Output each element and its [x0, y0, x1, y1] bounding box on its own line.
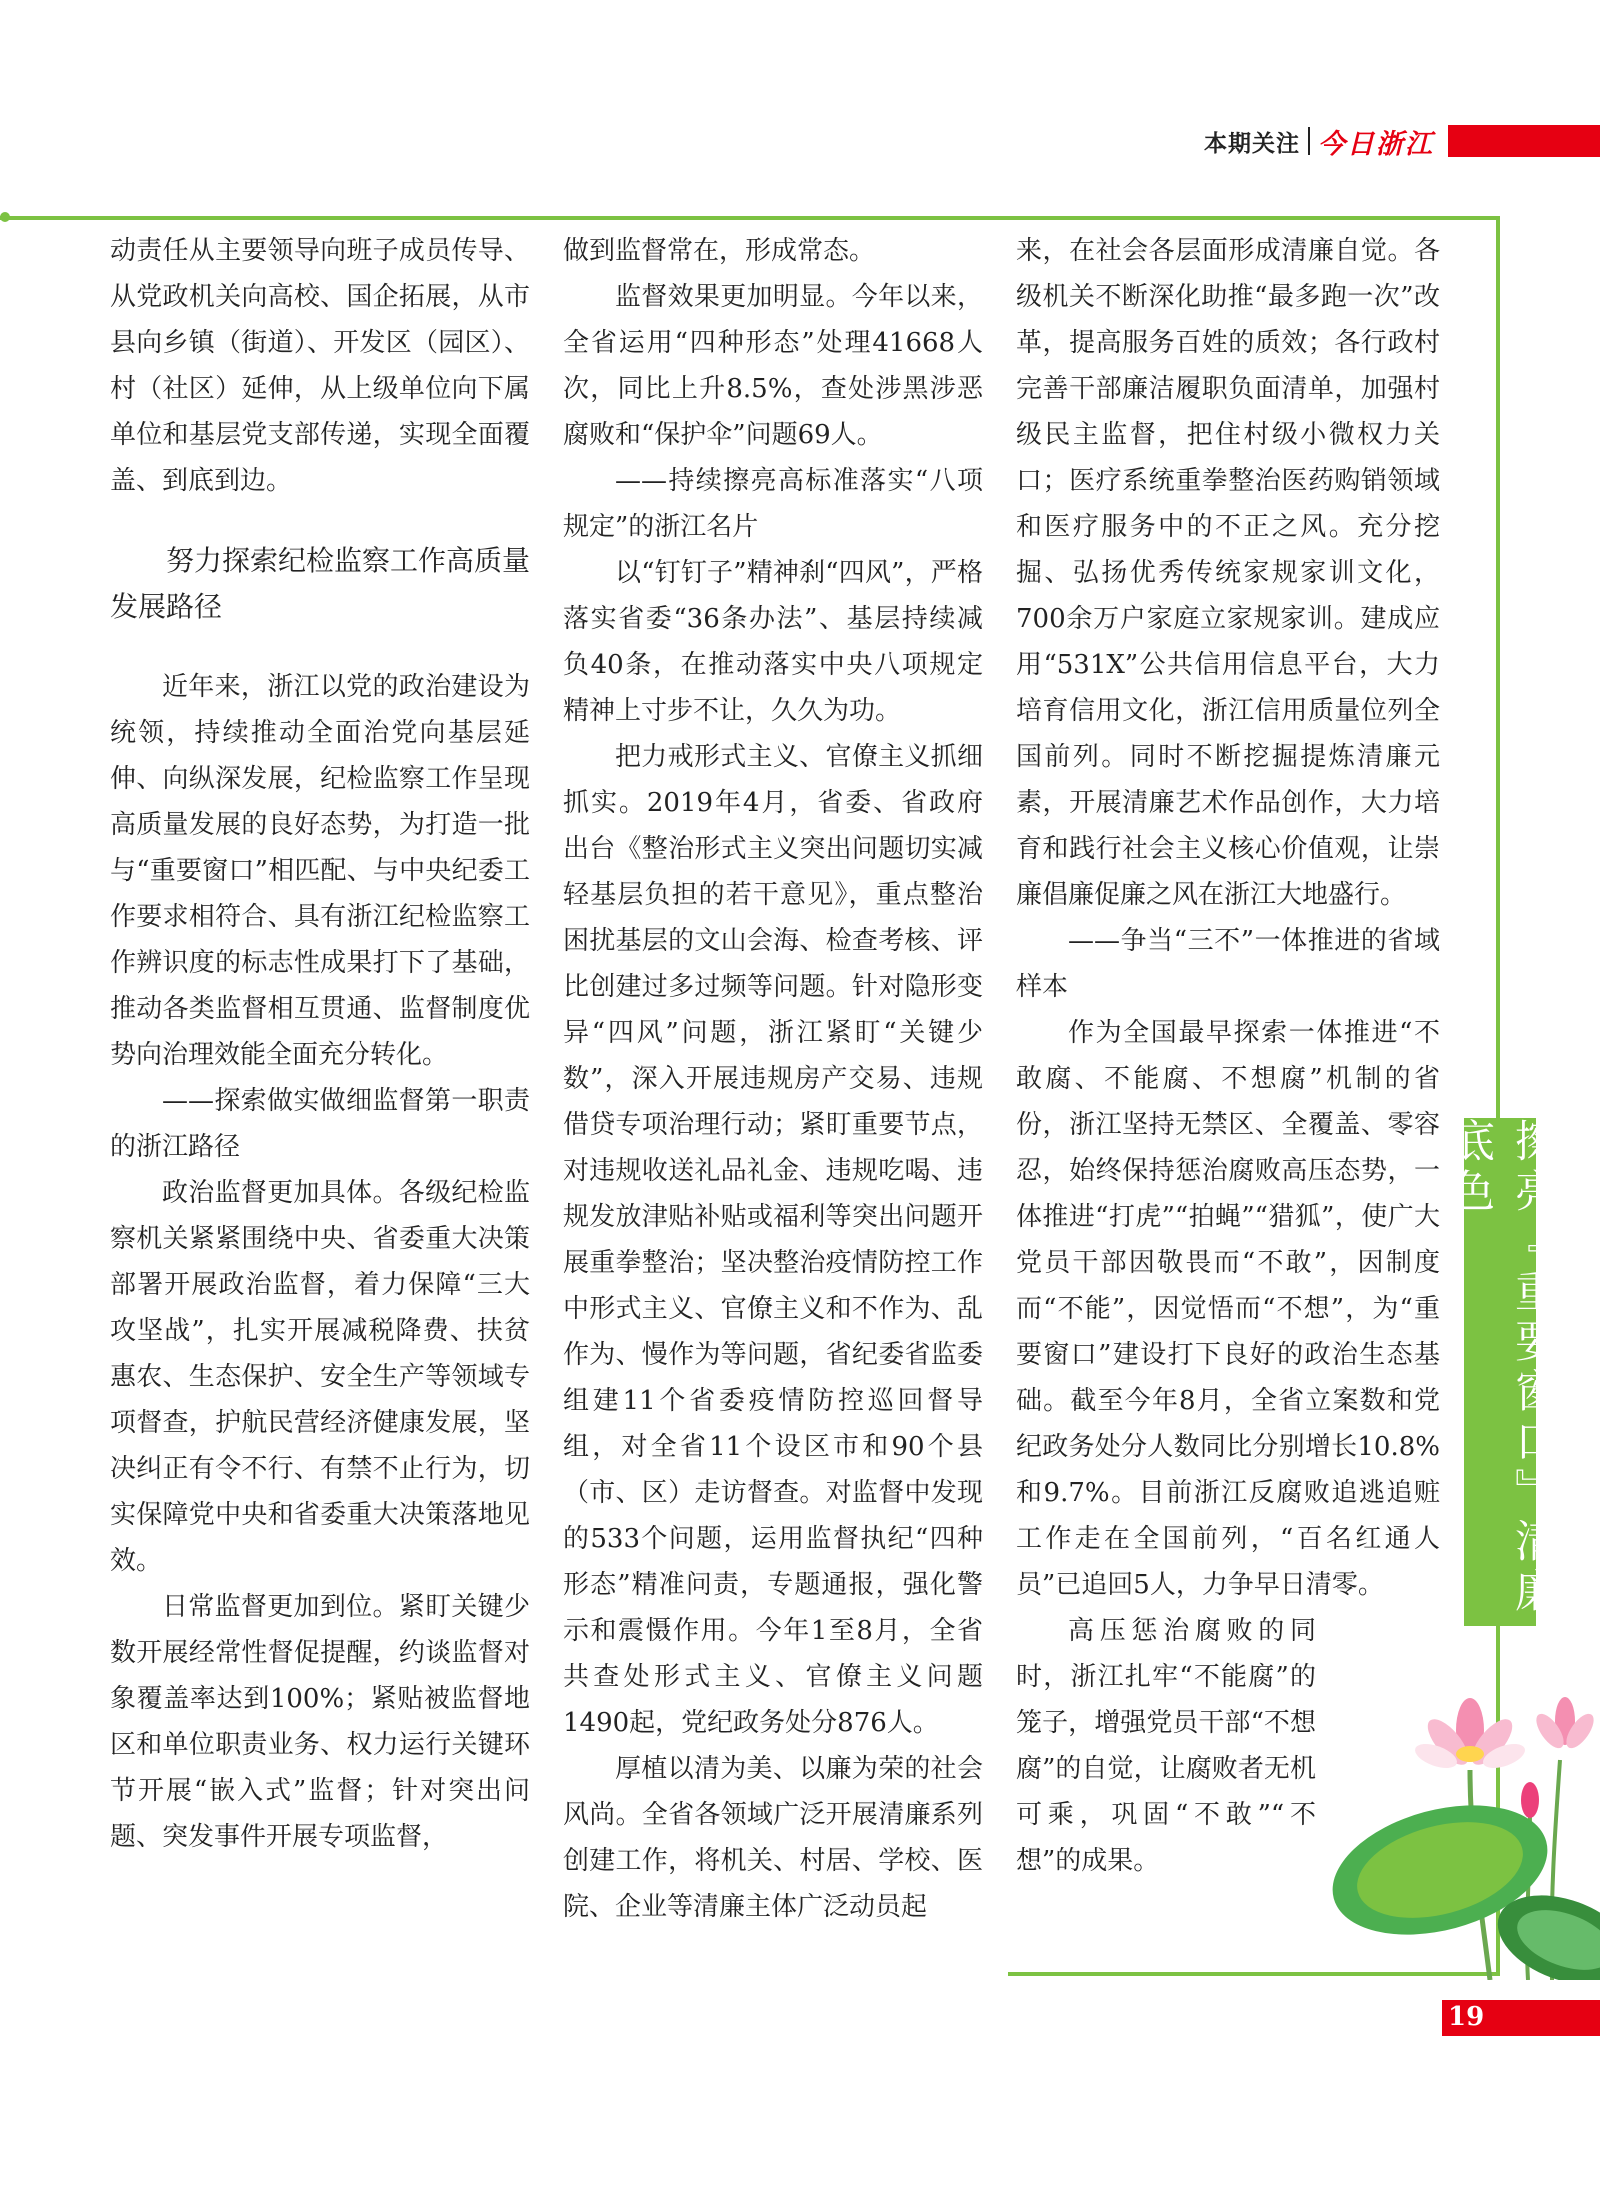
side-title: 擦亮『重要窗口』清廉底色: [1464, 1118, 1536, 1626]
lotus-illustration-icon: [1320, 1640, 1600, 1980]
paragraph: 日常监督更加到位。紧盯关键少数开展经常性督促提醒，约谈监督对象覆盖率达到100%；紧贴被监督地区和单位职责业务、权力运行关键环节开展“嵌入式”监督；针对突出问题、突发事件开展专项监督，: [110, 1592, 530, 1852]
magazine-brand: 今日浙江: [1318, 128, 1434, 160]
subheading: ——探索做实做细监督第一职责的浙江路径: [110, 1086, 530, 1162]
paragraph: 近年来，浙江以党的政治建设为统领，持续推动全面治党向基层延伸、向纵深发展，纪检监察工作呈现高质量发展的良好态势，为打造一批与“重要窗口”相匹配、与中央纪委工作要求相符合、具有浙江纪检监察工作辨识度的标志性成果打下了基础，推动各类监督相互贯通、监督制度优势向治理效能全面充分转化。: [110, 672, 530, 1070]
subheading: ——持续擦亮高标准落实“八项规定”的浙江名片: [563, 466, 983, 542]
article-column-1: [110, 228, 530, 1860]
header-divider: [1308, 127, 1310, 155]
paragraph: 把力戒形式主义、官僚主义抓细抓实。2019年4月，省委、省政府出台《整治形式主义突出问题切实减轻基层负担的若干意见》，重点整治困扰基层的文山会海、检查考核、评比创建过多过频等问题。针对隐形变异“四风”问题，浙江紧盯“关键少数”，深入开展违规房产交易、违规借贷专项治理行动；紧盯重要节点，对违规收送礼品礼金、违规吃喝、违规发放津贴补贴或福利等突出问题开展重拳整治；坚决整治疫情防控工作中形式主义、官僚主义和不作为、乱作为、慢作为等问题，省纪委省监委组建11个省委疫情防控巡回督导组，对全省11个设区市和90个县（市、区）走访督查。对监督中发现的533个问题，运用监督执纪“四种形态”精准问责，专题通报，强化警示和震慑作用。今年1至8月，全省共查处形式主义、官僚主义问题1490起，党纪政务处分876人。: [563, 742, 983, 1738]
paragraph: 高压惩治腐败的同时，浙江扎牢“不能腐”的笼子，增强党员干部“不想腐”的自觉，让腐败者无机可乘，巩固“不敢”“不想”的成果。: [1016, 1616, 1316, 1876]
paragraph: 以“钉钉子”精神刹“四风”，严格落实省委“36条办法”、基层持续减负40条，在推动落实中央八项规定精神上寸步不让，久久为功。: [563, 558, 983, 726]
header-red-bar: [1448, 125, 1600, 157]
subheading: ——争当“三不”一体推进的省域样本: [1016, 926, 1440, 1002]
paragraph: 监督效果更加明显。今年以来，全省运用“四种形态”处理41668人次，同比上升8.5%，查处涉黑涉恶腐败和“保护伞”问题69人。: [563, 282, 983, 450]
article-column-2: [563, 228, 983, 1930]
section-label: 本期关注: [1204, 130, 1300, 157]
paragraph: 做到监督常在，形成常态。: [563, 236, 876, 266]
article-column-3: [1016, 228, 1440, 1884]
paragraph: 动责任从主要领导向班子成员传导、从党政机关向高校、国企拓展，从市县向乡镇（街道）、开发区（园区）、村（社区）延伸，从上级单位向下属单位和基层党支部传递，实现全面覆盖、到底到边。: [110, 236, 530, 496]
page-number-bar: [1442, 2000, 1600, 2036]
section-heading: 努力探索纪检监察工作高质量发展路径: [110, 544, 531, 623]
paragraph: 作为全国最早探索一体推进“不敢腐、不能腐、不想腐”机制的省份，浙江坚持无禁区、全覆盖、零容忍，始终保持惩治腐败高压态势，一体推进“打虎”“拍蝇”“猎狐”，使广大党员干部因敬畏而“不敢”，因制度而“不能”，因觉悟而“不想”，为“重要窗口”建设打下良好的政治生态基础。截至今年8月，全省立案数和党纪政务处分人数同比分别增长10.8%和9.7%。目前浙江反腐败追逃追赃工作走在全国前列，“百名红通人员”已追回5人，力争早日清零。: [1016, 1018, 1440, 1600]
paragraph: 来，在社会各层面形成清廉自觉。各级机关不断深化助推“最多跑一次”改革，提高服务百姓的质效；各行政村完善干部廉洁履职负面清单，加强村级民主监督，把住村级小微权力关口；医疗系统重拳整治医药购销领域和医疗服务中的不正之风。充分挖掘、弘扬优秀传统家规家训文化，700余万户家庭立家规家训。建成应用“531X”公共信用信息平台，大力培育信用文化，浙江信用质量位列全国前列。同时不断挖掘提炼清廉元素，开展清廉艺术作品创作，大力培育和践行社会主义核心价值观，让崇廉倡廉促廉之风在浙江大地盛行。: [1016, 236, 1440, 910]
frame-top-line: [0, 216, 1500, 220]
paragraph: 厚植以清为美、以廉为荣的社会风尚。全省各领域广泛开展清廉系列创建工作，将机关、村居、学校、医院、企业等清廉主体广泛动员起: [563, 1754, 983, 1922]
paragraph: 政治监督更加具体。各级纪检监察机关紧紧围绕中央、省委重大决策部署开展政治监督，着力保障“三大攻坚战”，扎实开展减税降费、扶贫惠农、生态保护、安全生产等领域专项督查，护航民营经济健康发展，坚决纠正有令不行、有禁不止行为，切实保障党中央和省委重大决策落地见效。: [110, 1178, 530, 1576]
page-number: 19: [1448, 2002, 1485, 2032]
page-header: [1204, 124, 1600, 158]
